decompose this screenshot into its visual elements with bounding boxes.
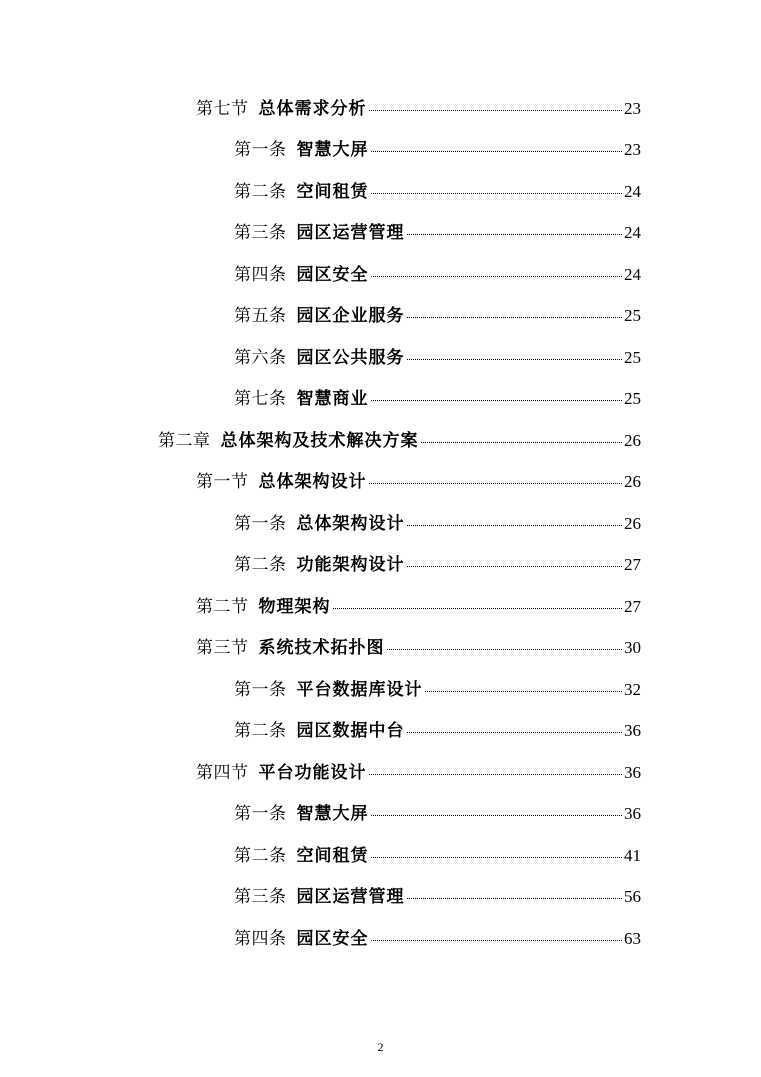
toc-entry[interactable] bbox=[0, 752, 761, 794]
toc-entry-page: 25 bbox=[624, 347, 641, 367]
toc-entry-number: 第四条 bbox=[234, 264, 287, 285]
toc-entry[interactable] bbox=[0, 213, 761, 255]
toc-entry-title: 平台功能设计 bbox=[258, 762, 367, 783]
toc-entry-title: 总体架构及技术解决方案 bbox=[220, 430, 419, 451]
toc-entry-page: 63 bbox=[624, 928, 641, 948]
toc-entry[interactable] bbox=[0, 669, 761, 711]
toc-entry-line bbox=[234, 515, 641, 533]
dot-leader bbox=[407, 566, 623, 567]
dot-leader bbox=[425, 691, 623, 692]
toc-entry-page: 27 bbox=[624, 555, 641, 575]
toc-entry-number: 第四节 bbox=[196, 762, 249, 783]
dot-leader bbox=[407, 359, 623, 360]
dot-leader bbox=[421, 442, 623, 443]
toc-entry[interactable] bbox=[0, 918, 761, 960]
dot-leader bbox=[369, 774, 623, 775]
toc-entry-title: 物理架构 bbox=[258, 596, 331, 617]
toc-entry-title: 总体需求分析 bbox=[258, 98, 367, 119]
toc-entry-title: 园区安全 bbox=[296, 264, 369, 285]
toc-entry-number: 第一条 bbox=[234, 679, 287, 700]
toc-entry-page: 27 bbox=[624, 596, 641, 616]
dot-leader bbox=[371, 151, 623, 152]
toc-entry[interactable] bbox=[0, 877, 761, 919]
toc-entry-number: 第二节 bbox=[196, 596, 249, 617]
toc-entry[interactable] bbox=[0, 462, 761, 504]
toc-entry-page: 23 bbox=[624, 140, 641, 160]
toc-entry-page: 26 bbox=[624, 513, 641, 533]
toc-entry-page: 26 bbox=[624, 430, 641, 450]
toc-entry-line bbox=[234, 224, 641, 242]
dot-leader bbox=[387, 649, 623, 650]
toc-entry-title: 园区公共服务 bbox=[296, 347, 405, 368]
dot-leader bbox=[407, 732, 623, 733]
toc-entry-line bbox=[196, 473, 641, 491]
toc-entry-title: 总体架构设计 bbox=[296, 513, 405, 534]
dot-leader bbox=[371, 193, 623, 194]
toc-entry[interactable] bbox=[0, 171, 761, 213]
toc-entry-line bbox=[234, 349, 641, 367]
toc-entry[interactable] bbox=[0, 420, 761, 462]
dot-leader bbox=[371, 276, 623, 277]
dot-leader bbox=[371, 940, 623, 941]
toc-entry-title: 空间租赁 bbox=[296, 845, 369, 866]
toc-entry-line bbox=[234, 888, 641, 906]
toc-entry-number: 第五条 bbox=[234, 306, 287, 327]
toc-entry-title: 总体架构设计 bbox=[258, 472, 367, 493]
toc-entry-line bbox=[234, 805, 641, 823]
toc-entry-line bbox=[158, 432, 641, 450]
toc-entry[interactable] bbox=[0, 130, 761, 172]
toc-entry-title: 智慧大屏 bbox=[296, 140, 369, 161]
toc-entry[interactable] bbox=[0, 296, 761, 338]
dot-leader bbox=[407, 234, 623, 235]
toc-entry-page: 24 bbox=[624, 223, 641, 243]
dot-leader bbox=[369, 110, 623, 111]
toc-entry-number: 第六条 bbox=[234, 347, 287, 368]
toc-entry-title: 功能架构设计 bbox=[296, 555, 405, 576]
page-number: 2 bbox=[377, 1040, 384, 1054]
toc-entry-line bbox=[196, 764, 641, 782]
dot-leader bbox=[371, 857, 623, 858]
toc-entry-number: 第三节 bbox=[196, 638, 249, 659]
toc-entry-number: 第七条 bbox=[234, 389, 287, 410]
toc-entry-title: 园区数据中台 bbox=[296, 721, 405, 742]
toc-entry[interactable] bbox=[0, 337, 761, 379]
toc-entry-line bbox=[234, 930, 641, 948]
toc-entry[interactable] bbox=[0, 88, 761, 130]
toc-entry-page: 24 bbox=[624, 181, 641, 201]
toc-entry-line bbox=[234, 141, 641, 159]
toc-entry-page: 56 bbox=[624, 887, 641, 907]
toc-entry[interactable] bbox=[0, 545, 761, 587]
toc-entry-line bbox=[234, 266, 641, 284]
toc-entry[interactable] bbox=[0, 835, 761, 877]
toc-entry-number: 第一节 bbox=[196, 472, 249, 493]
toc-entry-title: 系统技术拓扑图 bbox=[258, 638, 385, 659]
toc-entry-page: 24 bbox=[624, 264, 641, 284]
toc-entry[interactable] bbox=[0, 794, 761, 836]
toc-entry-page: 30 bbox=[624, 638, 641, 658]
toc-entry-number: 第一条 bbox=[234, 513, 287, 534]
toc-entry-page: 25 bbox=[624, 306, 641, 326]
toc-entry-line bbox=[234, 390, 641, 408]
toc-entry[interactable] bbox=[0, 586, 761, 628]
toc-entry-number: 第二条 bbox=[234, 721, 287, 742]
toc-entry-line bbox=[234, 847, 641, 865]
toc-entry-line bbox=[196, 639, 641, 657]
toc-entry-title: 园区安全 bbox=[296, 928, 369, 949]
toc-entry[interactable] bbox=[0, 711, 761, 753]
dot-leader bbox=[407, 898, 623, 899]
toc-entry-line bbox=[196, 100, 641, 118]
toc-entry-number: 第二章 bbox=[158, 430, 211, 451]
toc-entry-page: 41 bbox=[624, 845, 641, 865]
toc-entry-line bbox=[196, 598, 641, 616]
dot-leader bbox=[407, 317, 623, 318]
toc-entry-title: 园区运营管理 bbox=[296, 887, 405, 908]
toc-entry-page: 25 bbox=[624, 389, 641, 409]
toc-entry-number: 第二条 bbox=[234, 181, 287, 202]
toc-entry-number: 第七节 bbox=[196, 98, 249, 119]
toc-entry-number: 第三条 bbox=[234, 887, 287, 908]
toc-entry-page: 36 bbox=[624, 721, 641, 741]
toc-entry-title: 智慧商业 bbox=[296, 389, 369, 410]
toc-entry-page: 26 bbox=[624, 472, 641, 492]
toc-entry-line bbox=[234, 556, 641, 574]
toc-entry-line bbox=[234, 307, 641, 325]
toc-entry-page: 32 bbox=[624, 679, 641, 699]
table-of-contents bbox=[0, 88, 761, 960]
dot-leader bbox=[407, 525, 623, 526]
toc-entry-title: 园区企业服务 bbox=[296, 306, 405, 327]
toc-entry-number: 第一条 bbox=[234, 140, 287, 161]
toc-entry-page: 36 bbox=[624, 804, 641, 824]
dot-leader bbox=[333, 608, 623, 609]
toc-entry-number: 第二条 bbox=[234, 845, 287, 866]
toc-entry[interactable] bbox=[0, 379, 761, 421]
toc-entry-page: 23 bbox=[624, 98, 641, 118]
toc-entry[interactable] bbox=[0, 254, 761, 296]
dot-leader bbox=[369, 483, 623, 484]
toc-entry-title: 智慧大屏 bbox=[296, 804, 369, 825]
toc-entry-line bbox=[234, 722, 641, 740]
dot-leader bbox=[371, 815, 623, 816]
toc-entry-title: 平台数据库设计 bbox=[296, 679, 423, 700]
toc-entry-number: 第一条 bbox=[234, 804, 287, 825]
toc-entry-page: 36 bbox=[624, 762, 641, 782]
toc-entry-title: 园区运营管理 bbox=[296, 223, 405, 244]
toc-entry-title: 空间租赁 bbox=[296, 181, 369, 202]
toc-entry-line bbox=[234, 681, 641, 699]
toc-entry-line bbox=[234, 183, 641, 201]
dot-leader bbox=[371, 400, 623, 401]
toc-entry-number: 第四条 bbox=[234, 928, 287, 949]
toc-entry[interactable] bbox=[0, 503, 761, 545]
toc-entry[interactable] bbox=[0, 628, 761, 670]
toc-entry-number: 第三条 bbox=[234, 223, 287, 244]
toc-entry-number: 第二条 bbox=[234, 555, 287, 576]
